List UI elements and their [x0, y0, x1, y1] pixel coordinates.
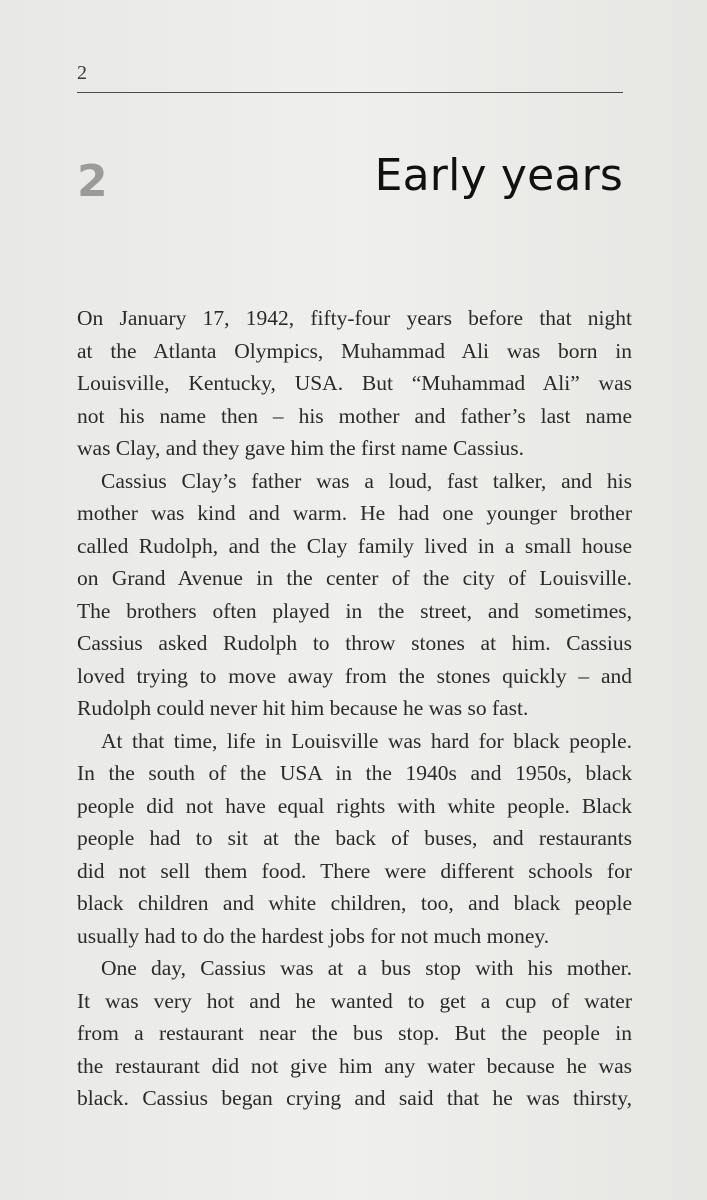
text-line: loved trying to move away from the stones quickly – and: [77, 663, 632, 688]
text-line: Cassius Clay’s father was a loud, fast talker, and his: [101, 468, 632, 493]
text-line: In the south of the USA in the 1940s and 1950s, black: [77, 761, 632, 785]
text-line: usually had to do the hardest jobs for not much money.: [77, 923, 550, 948]
text-line: Cassius asked Rudolph to throw stones at him. Cassius: [77, 631, 632, 655]
text-line: Louisville, Kentucky, USA. But “Muhammad Ali” was: [77, 371, 632, 395]
text-line: It was very hot and he wanted to get a cup of water: [77, 988, 632, 1013]
text-line: people did not have equal rights with white people. Black: [77, 793, 632, 818]
paragraph-1: [77, 302, 632, 465]
text-line: At that time, life in Louisville was hard for black people.: [101, 728, 632, 753]
body-text: [77, 302, 632, 1115]
chapter-number: 2: [77, 156, 108, 207]
running-head: [77, 60, 623, 93]
text-line: the restaurant did not give him any water because he was: [77, 1053, 632, 1078]
paragraph-2: [77, 465, 632, 725]
text-line: from a restaurant near the bus stop. But the people in: [77, 1021, 632, 1045]
text-line: at the Atlanta Olympics, Muhammad Ali was born in: [77, 338, 632, 363]
text-line: mother was kind and warm. He had one younger brother: [77, 501, 632, 525]
text-line: One day, Cassius was at a bus stop with his mother.: [101, 956, 632, 980]
text-line: did not sell them food. There were different schools for: [77, 858, 632, 883]
page-number: 2: [77, 62, 87, 84]
text-line: on Grand Avenue in the center of the city of Louisville.: [77, 566, 632, 590]
text-line: called Rudolph, and the Clay family lived in a small house: [77, 533, 632, 558]
text-line: was Clay, and they gave him the first name Cassius.: [77, 436, 525, 460]
text-line: black. Cassius began crying and said that he was thirsty,: [77, 1086, 632, 1110]
text-line: people had to sit at the back of buses, and restaurants: [77, 826, 632, 850]
text-line: black children and white children, too, and black people: [77, 891, 632, 915]
text-line: Rudolph could never hit him because he was so fast.: [77, 696, 529, 720]
text-line: The brothers often played in the street, and sometimes,: [77, 598, 632, 623]
paragraph-3: [77, 725, 632, 953]
text-line: On January 17, 1942, fifty-four years before that night: [77, 306, 632, 330]
chapter-title: Early years: [374, 150, 623, 201]
paragraph-4: [77, 952, 632, 1115]
text-line: not his name then – his mother and father’s last name: [77, 403, 632, 428]
